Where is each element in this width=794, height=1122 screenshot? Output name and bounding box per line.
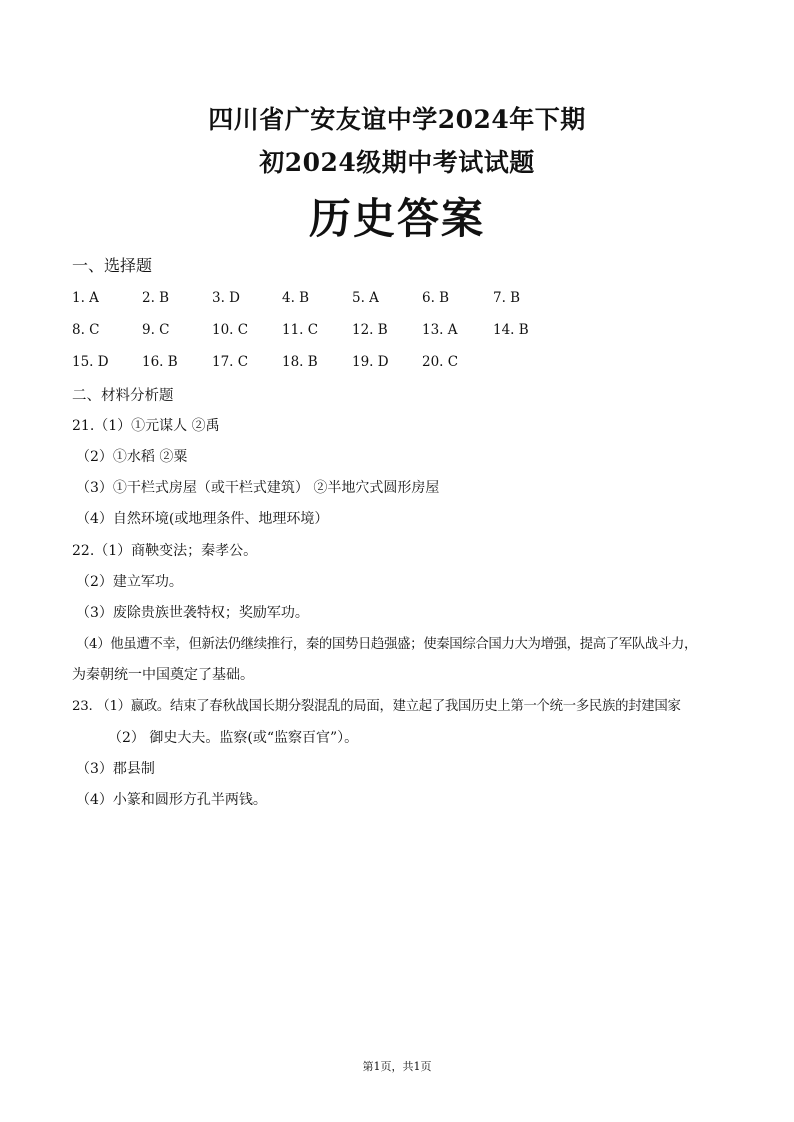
mc-answer: 4. B	[282, 290, 310, 306]
mc-answer: 11. C	[282, 322, 319, 338]
document-title: 历史答案	[308, 194, 485, 243]
exam-title: 初2024级期中考试试题	[259, 148, 535, 177]
mc-answer: 2. B	[142, 290, 170, 306]
answer-line: （3）郡县制	[76, 761, 155, 777]
answer-line: （2）建立军功。	[76, 574, 183, 590]
answer-line: 为秦朝统一中国奠定了基础。	[72, 667, 254, 683]
mc-answer: 1. A	[72, 290, 99, 306]
mc-answer: 9. C	[142, 322, 170, 338]
mc-answer: 14. B	[493, 322, 529, 338]
answer-line: （4）他虽遭不幸，但新法仍继续推行，秦的国势日趋强盛；使秦国综合国力大为增强，提高了军队战斗力，	[76, 637, 698, 652]
mc-answer: 13. A	[422, 322, 458, 338]
mc-answer: 20. C	[422, 354, 459, 370]
mc-answer: 17. C	[212, 354, 249, 370]
answer-line: 23. （1）嬴政。结束了春秋战国长期分裂混乱的局面，建立起了我国历史上第一个统一多民族的封建国家	[72, 699, 681, 714]
mc-answer: 16. B	[142, 354, 178, 370]
mc-answer: 12. B	[352, 322, 388, 338]
mc-answer: 6. B	[422, 290, 450, 306]
answer-line: （2）①水稻 ②粟	[76, 449, 188, 465]
answer-line: （4）自然环境(或地理条件、地理环境）	[76, 511, 329, 527]
mc-answer: 18. B	[282, 354, 318, 370]
page-number: 第1页，共1页	[362, 1060, 432, 1073]
mc-answer: 3. D	[212, 290, 240, 306]
answer-line: 21.（1）①元谋人 ②禹	[72, 418, 220, 434]
answer-line: 22.（1）商鞅变法；秦孝公。	[72, 543, 258, 559]
mc-answer: 8. C	[72, 322, 100, 338]
mc-answer: 19. D	[352, 354, 389, 370]
school-title: 四川省广安友谊中学2024年下期	[208, 105, 586, 134]
answer-line: （3）废除贵族世袭特权；奖励军功。	[76, 605, 309, 621]
mc-answer: 5. A	[352, 290, 379, 306]
answer-line: （4）小篆和圆形方孔半两钱。	[76, 792, 267, 808]
section-material-analysis-heading: 二、材料分析题	[72, 388, 174, 404]
answer-line: （3）①干栏式房屋（或干栏式建筑） ②半地穴式圆形房屋	[76, 480, 440, 496]
mc-answer: 15. D	[72, 354, 109, 370]
section-multiple-choice-heading: 一、选择题	[72, 256, 153, 275]
mc-answer: 7. B	[493, 290, 521, 306]
mc-answer: 10. C	[212, 322, 249, 338]
answer-line: （2） 御史大夫。监察(或“监察百官”）。	[108, 730, 359, 746]
